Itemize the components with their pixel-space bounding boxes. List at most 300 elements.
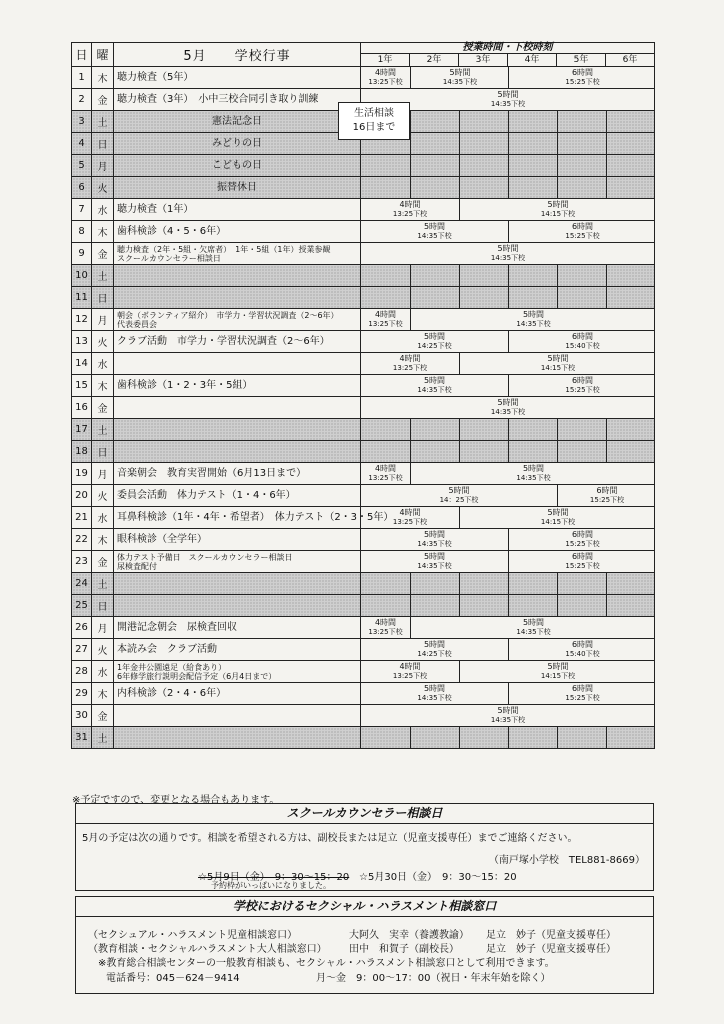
class-periods: 6時間 xyxy=(571,684,594,693)
dismissal-time: 14:35下校 xyxy=(442,78,478,86)
schedule-row xyxy=(72,221,655,243)
class-periods: 5時間 xyxy=(423,376,446,385)
event-cell xyxy=(114,419,361,441)
event-cell xyxy=(114,331,361,353)
dismissal-time: 14:35下校 xyxy=(516,474,551,482)
time-cell xyxy=(361,67,655,89)
class-periods: 5時間 xyxy=(423,530,446,539)
event-text: 聴力検査（1年） xyxy=(117,204,194,215)
grade-divider xyxy=(410,287,411,308)
weekday: 月 xyxy=(92,155,114,177)
grade-divider xyxy=(606,111,607,132)
dismissal-time: 14:35下校 xyxy=(516,628,551,636)
event-text: 朝会（ボランティア紹介） 市学力・学習状況調査（2～6年） xyxy=(117,310,339,320)
day-number: 13 xyxy=(72,331,92,353)
grade-divider xyxy=(606,155,607,176)
day-number: 2 xyxy=(72,89,92,111)
harassment-row1-contact2: 足立 妙子（児童支援専任） xyxy=(486,930,616,941)
day-number: 18 xyxy=(72,441,92,463)
dismissal-block xyxy=(508,375,656,396)
dismissal-block xyxy=(410,309,656,330)
weekday: 火 xyxy=(92,331,114,353)
schedule-row xyxy=(72,617,655,639)
weekday: 土 xyxy=(92,573,114,595)
dismissal-block xyxy=(361,485,557,506)
day-number: 28 xyxy=(72,661,92,683)
time-cell xyxy=(361,419,655,441)
time-cell xyxy=(361,441,655,463)
grade-divider xyxy=(557,177,558,198)
class-periods: 6時間 xyxy=(571,222,594,231)
time-cell xyxy=(361,463,655,485)
weekday: 火 xyxy=(92,639,114,661)
event-text: クラブ活動 市学力・学習状況調査（2～6年） xyxy=(117,336,330,347)
dismissal-block xyxy=(459,353,656,374)
grade-divider xyxy=(410,727,411,748)
event-text-2: 代表委員会 xyxy=(117,319,157,329)
grade-divider xyxy=(508,111,509,132)
dismissal-time: 15:25下校 xyxy=(565,694,600,702)
schedule-row xyxy=(72,265,655,287)
dismissal-time: 13:25下校 xyxy=(368,628,403,636)
grade-divider xyxy=(459,133,460,154)
weekday: 月 xyxy=(92,617,114,639)
event-cell xyxy=(114,287,361,309)
dismissal-time: 15:40下校 xyxy=(565,342,600,350)
dismissal-block xyxy=(361,639,508,660)
counselor-contact: （南戸塚小学校 TEL881-8669） xyxy=(488,855,645,866)
grade-divider xyxy=(557,111,558,132)
day-number: 27 xyxy=(72,639,92,661)
event-cell xyxy=(114,243,361,265)
grade-divider xyxy=(508,287,509,308)
dismissal-time: 14:35下校 xyxy=(417,386,452,394)
schedule-row xyxy=(72,331,655,353)
class-periods: 5時間 xyxy=(423,332,446,341)
time-cell xyxy=(361,661,655,683)
dismissal-block xyxy=(361,67,410,88)
weekday: 水 xyxy=(92,661,114,683)
event-text: みどりの日 xyxy=(212,138,262,149)
event-text-2: 尿検査配付 xyxy=(117,561,157,571)
dismissal-time: 14:15下校 xyxy=(540,672,576,680)
time-cell xyxy=(361,507,655,529)
event-cell xyxy=(114,727,361,749)
grade-divider xyxy=(557,265,558,286)
grade-divider xyxy=(410,441,411,462)
event-cell xyxy=(114,617,361,639)
class-periods: 4時間 xyxy=(374,68,397,77)
class-periods: 4時間 xyxy=(374,464,397,473)
time-cell xyxy=(361,617,655,639)
harassment-title: 学校におけるセクシャル・ハラスメント相談窓口 xyxy=(76,897,653,917)
day-number: 31 xyxy=(72,727,92,749)
dismissal-time: 14:25下校 xyxy=(417,650,452,658)
grade-divider xyxy=(606,177,607,198)
schedule-row xyxy=(72,727,655,749)
counselor-title: スクールカウンセラー相談日 xyxy=(76,804,653,824)
grade-divider xyxy=(410,573,411,594)
time-cell xyxy=(361,551,655,573)
grade-divider xyxy=(508,177,509,198)
grade-divider xyxy=(459,111,460,132)
event-text: 振替休日 xyxy=(217,182,257,193)
dismissal-block xyxy=(361,463,410,484)
grade-divider xyxy=(606,441,607,462)
grade-divider xyxy=(508,419,509,440)
dismissal-block xyxy=(557,485,656,506)
harassment-row1-label: （セクシュアル・ハラスメント児童相談窓口） xyxy=(88,930,298,941)
dismissal-block xyxy=(361,705,655,726)
grade-divider xyxy=(459,573,460,594)
schedule-row xyxy=(72,595,655,617)
weekday: 土 xyxy=(92,265,114,287)
class-periods: 4時間 xyxy=(399,354,421,363)
event-cell xyxy=(114,441,361,463)
event-text: 眼科検診（全学年） xyxy=(117,534,207,545)
grade-divider xyxy=(459,265,460,286)
schedule-row xyxy=(72,683,655,705)
event-text: 憲法記念日 xyxy=(212,116,262,127)
weekday: 水 xyxy=(92,507,114,529)
event-cell xyxy=(114,705,361,727)
dismissal-block xyxy=(361,243,655,264)
schedule-row xyxy=(72,529,655,551)
class-periods: 4時間 xyxy=(399,508,421,517)
class-periods: 5時間 xyxy=(449,68,471,77)
dismissal-time: 15:25下校 xyxy=(565,232,600,240)
schedule-row xyxy=(72,573,655,595)
event-cell xyxy=(114,309,361,331)
life-counseling-memo xyxy=(338,102,410,140)
dismissal-block xyxy=(459,199,656,220)
grade-divider xyxy=(508,133,509,154)
dismissal-block xyxy=(508,67,656,88)
grade-divider xyxy=(508,265,509,286)
time-cell xyxy=(361,573,655,595)
day-number: 4 xyxy=(72,133,92,155)
grade-header: 2年 xyxy=(409,54,458,66)
grade-divider xyxy=(557,441,558,462)
event-cell xyxy=(114,177,361,199)
time-cell xyxy=(361,375,655,397)
day-number: 15 xyxy=(72,375,92,397)
day-number: 8 xyxy=(72,221,92,243)
dismissal-block xyxy=(459,507,656,528)
event-text: こどもの日 xyxy=(212,160,262,171)
dismissal-block xyxy=(361,309,410,330)
table-header-row xyxy=(72,43,655,67)
day-number: 19 xyxy=(72,463,92,485)
schedule-row xyxy=(72,441,655,463)
grade-divider xyxy=(410,155,411,176)
class-periods: 5時間 xyxy=(448,486,470,495)
grade-divider xyxy=(459,287,460,308)
grade-header: 6年 xyxy=(605,54,654,66)
event-text-2: 6年修学旅行説明会配信予定（6月4日まで） xyxy=(117,671,277,681)
class-periods: 5時間 xyxy=(423,640,446,649)
grade-divider xyxy=(557,419,558,440)
schedule-row xyxy=(72,705,655,727)
grade-divider xyxy=(606,287,607,308)
dismissal-time: 13:25下校 xyxy=(392,210,428,218)
time-cell xyxy=(361,331,655,353)
dismissal-block xyxy=(410,463,656,484)
event-cell xyxy=(114,67,361,89)
class-periods: 6時間 xyxy=(571,68,594,77)
time-cell xyxy=(361,727,655,749)
grade-divider xyxy=(557,133,558,154)
weekday: 月 xyxy=(92,309,114,331)
dismissal-block xyxy=(361,507,459,528)
time-cell xyxy=(361,683,655,705)
event-cell xyxy=(114,661,361,683)
weekday: 金 xyxy=(92,397,114,419)
day-number: 29 xyxy=(72,683,92,705)
grade-divider xyxy=(557,573,558,594)
schedule-row xyxy=(72,463,655,485)
event-cell xyxy=(114,573,361,595)
dismissal-time: 14:35下校 xyxy=(417,232,452,240)
day-number: 26 xyxy=(72,617,92,639)
event-text: 内科検診（2・4・6年） xyxy=(117,688,227,699)
day-number: 6 xyxy=(72,177,92,199)
weekday: 土 xyxy=(92,419,114,441)
event-cell xyxy=(114,485,361,507)
weekday: 水 xyxy=(92,199,114,221)
class-periods: 5時間 xyxy=(522,310,545,319)
dismissal-block xyxy=(361,617,410,638)
event-cell xyxy=(114,397,361,419)
weekday: 木 xyxy=(92,529,114,551)
grade-divider xyxy=(410,133,411,154)
grade-divider xyxy=(508,727,509,748)
schedule-change-note: ※予定ですので、変更となる場合もあります。 xyxy=(72,795,280,806)
day-number: 22 xyxy=(72,529,92,551)
weekday: 土 xyxy=(92,727,114,749)
grade-divider xyxy=(557,727,558,748)
dismissal-block xyxy=(361,221,508,242)
harassment-hours: 月～金 9：00～17：00（祝日・年末年始を除く） xyxy=(316,973,551,984)
weekday: 木 xyxy=(92,67,114,89)
memo-line-1: 生活相談 xyxy=(354,108,394,119)
dismissal-time: 14:35下校 xyxy=(490,716,526,724)
dismissal-block xyxy=(361,397,655,418)
class-periods: 5時間 xyxy=(522,464,545,473)
grade-divider xyxy=(606,419,607,440)
day-number: 16 xyxy=(72,397,92,419)
dismissal-block xyxy=(410,67,509,88)
weekday: 火 xyxy=(92,485,114,507)
class-periods: 5時間 xyxy=(423,222,446,231)
grade-divider xyxy=(410,111,411,132)
time-cell xyxy=(361,155,655,177)
time-cell xyxy=(361,529,655,551)
class-periods: 6時間 xyxy=(571,552,594,561)
grade-divider xyxy=(459,595,460,616)
grade-divider xyxy=(557,155,558,176)
day-number: 24 xyxy=(72,573,92,595)
day-number: 25 xyxy=(72,595,92,617)
class-periods: 5時間 xyxy=(497,398,519,407)
school-counselor-box xyxy=(75,803,654,891)
event-text: 耳鼻科検診（1年・4年・希望者） 体力テスト（2・3・5年） xyxy=(117,512,394,523)
schedule-row xyxy=(72,155,655,177)
event-text-2: スクールカウンセラー相談日 xyxy=(117,253,221,263)
counselor-full-note: 予約枠がいっぱいになりました。 xyxy=(211,881,331,890)
class-periods: 6時間 xyxy=(571,376,594,385)
dismissal-time: 13:25下校 xyxy=(368,78,403,86)
event-column-header: 5月 学校行事 xyxy=(114,43,361,67)
harassment-row2-label: （教育相談・セクシャルハラスメント大人相談窓口） xyxy=(88,944,327,955)
counselor-date-1: ☆5月9日（金） 9：30～15：20 xyxy=(198,872,350,883)
dismissal-time: 15:25下校 xyxy=(565,386,600,394)
day-number: 20 xyxy=(72,485,92,507)
class-periods: 4時間 xyxy=(374,618,397,627)
schedule-row xyxy=(72,243,655,265)
grade-header: 1年 xyxy=(377,55,393,65)
event-cell xyxy=(114,111,361,133)
class-periods: 5時間 xyxy=(497,706,519,715)
dismissal-time: 13:25下校 xyxy=(392,518,428,526)
grade-divider xyxy=(606,573,607,594)
dismissal-block xyxy=(459,661,656,682)
event-cell xyxy=(114,595,361,617)
schedule-row xyxy=(72,661,655,683)
weekday-column-header: 曜 xyxy=(92,43,114,67)
event-cell xyxy=(114,551,361,573)
event-text: 委員会活動 体力テスト（1・4・6年） xyxy=(117,490,296,501)
class-periods: 6時間 xyxy=(571,640,594,649)
dismissal-time: 14:35下校 xyxy=(490,408,526,416)
grade-divider xyxy=(606,133,607,154)
schedule-row xyxy=(72,419,655,441)
weekday: 日 xyxy=(92,133,114,155)
dismissal-time: 14:35下校 xyxy=(417,562,452,570)
dismissal-time: 13:25下校 xyxy=(368,320,403,328)
grade-divider xyxy=(606,727,607,748)
day-number: 5 xyxy=(72,155,92,177)
time-cell xyxy=(361,309,655,331)
class-periods: 5時間 xyxy=(547,508,569,517)
time-cell xyxy=(361,265,655,287)
day-number: 11 xyxy=(72,287,92,309)
time-cell xyxy=(361,243,655,265)
schedule-row xyxy=(72,67,655,89)
event-text: 聴力検査（2年・5組・欠席者） 1年・5組（1年）授業参観 xyxy=(117,244,331,254)
grade-divider xyxy=(459,727,460,748)
harassment-phone: 電話番号：045－624－9414 xyxy=(106,973,240,984)
grade-divider xyxy=(508,595,509,616)
dismissal-time: 14:35下校 xyxy=(417,694,452,702)
grade-headers xyxy=(361,54,654,66)
dismissal-time: 14:15下校 xyxy=(540,210,576,218)
schedule-row xyxy=(72,199,655,221)
event-text: 体力テスト予備日 スクールカウンセラー相談日 xyxy=(117,552,293,562)
weekday: 日 xyxy=(92,441,114,463)
time-header-title: 授業時間・下校時刻 xyxy=(361,43,654,54)
schedule-row xyxy=(72,353,655,375)
harassment-row2-contact: 田中 和賀子（副校長） xyxy=(349,944,459,955)
event-cell xyxy=(114,507,394,529)
grade-divider xyxy=(459,155,460,176)
weekday: 日 xyxy=(92,595,114,617)
may-schedule-table xyxy=(71,42,655,749)
day-number: 3 xyxy=(72,111,92,133)
weekday: 金 xyxy=(92,705,114,727)
class-periods: 5時間 xyxy=(547,354,569,363)
dismissal-time: 15:25下校 xyxy=(565,540,600,548)
day-number: 14 xyxy=(72,353,92,375)
grade-header: 5年 xyxy=(556,54,605,66)
event-cell xyxy=(114,529,361,551)
class-periods: 4時間 xyxy=(399,662,421,671)
grade-divider xyxy=(557,595,558,616)
dismissal-block xyxy=(410,617,656,638)
schedule-row xyxy=(72,397,655,419)
event-text: 歯科検診（4・5・6年） xyxy=(117,226,227,237)
time-cell xyxy=(361,199,655,221)
weekday: 金 xyxy=(92,89,114,111)
weekday: 金 xyxy=(92,243,114,265)
class-periods: 6時間 xyxy=(571,530,594,539)
dismissal-block xyxy=(361,661,459,682)
counselor-description: 5月の予定は次の通りです。相談を希望される方は、副校長または足立（児童支援専任）までご連絡ください。 xyxy=(82,833,578,844)
dismissal-time: 14:15下校 xyxy=(540,364,576,372)
dismissal-block xyxy=(361,375,508,396)
dismissal-block xyxy=(508,529,656,550)
grade-divider xyxy=(410,265,411,286)
grade-divider xyxy=(508,573,509,594)
dismissal-block xyxy=(508,221,656,242)
class-periods: 4時間 xyxy=(399,200,421,209)
day-number: 30 xyxy=(72,705,92,727)
event-cell xyxy=(114,89,361,111)
class-periods: 5時間 xyxy=(423,684,446,693)
class-periods: 5時間 xyxy=(522,618,545,627)
harassment-row1-contact: 大阿久 実幸（養護教諭） xyxy=(349,930,469,941)
schedule-row xyxy=(72,375,655,397)
event-cell xyxy=(114,639,361,661)
time-cell xyxy=(361,177,655,199)
event-cell xyxy=(114,683,361,705)
schedule-row xyxy=(72,507,655,529)
event-cell xyxy=(114,375,361,397)
dismissal-time: 14:35下校 xyxy=(490,100,526,108)
day-number: 17 xyxy=(72,419,92,441)
day-number: 7 xyxy=(72,199,92,221)
weekday: 土 xyxy=(92,111,114,133)
dismissal-block xyxy=(361,199,459,220)
time-column-header xyxy=(361,43,655,67)
grade-divider xyxy=(606,265,607,286)
dismissal-time: 15:25下校 xyxy=(565,562,600,570)
dismissal-time: 14:15下校 xyxy=(540,518,576,526)
dismissal-time: 14：25下校 xyxy=(439,496,479,504)
event-text: 音楽朝会 教育実習開始（6月13日まで） xyxy=(117,468,307,479)
dismissal-block xyxy=(361,331,508,352)
class-periods: 4時間 xyxy=(374,310,397,319)
event-text: 聴力検査（5年） xyxy=(117,72,194,83)
grade-divider xyxy=(410,419,411,440)
class-periods: 5時間 xyxy=(547,200,569,209)
time-cell xyxy=(361,485,655,507)
dismissal-block xyxy=(361,353,459,374)
class-periods: 5時間 xyxy=(423,552,446,561)
weekday: 月 xyxy=(92,463,114,485)
grade-divider xyxy=(410,177,411,198)
dismissal-block xyxy=(508,683,656,704)
